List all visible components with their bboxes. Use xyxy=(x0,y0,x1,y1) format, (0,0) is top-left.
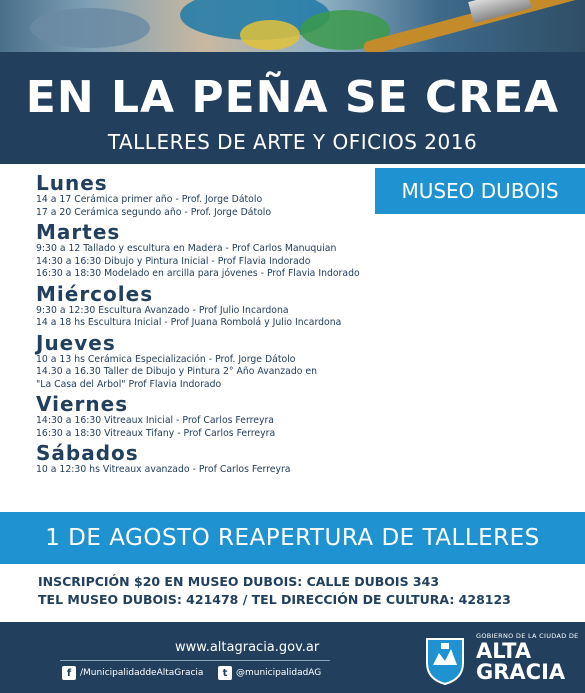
logo-word-gracia: GRACIA xyxy=(476,660,566,684)
website-link[interactable]: www.altagracia.gov.ar xyxy=(175,640,320,655)
schedule-entry: 14 a 18 hs Escultura Inicial - Prof Juana Rombolá y Julio Incardona xyxy=(36,317,342,328)
day-name: Sábados xyxy=(36,441,139,465)
schedule-entry: 9:30 a 12:30 Escultura Avanzado - Prof Julio Incardona xyxy=(36,304,289,316)
day-name: Miércoles xyxy=(36,281,154,306)
schedule-entry: 17 a 20 Cerámica segundo año - Prof. Jorge Dátolo xyxy=(36,206,272,218)
footer-divider xyxy=(60,660,330,661)
workshop-schedule xyxy=(36,172,416,479)
paintbrush-banner-image xyxy=(0,0,585,52)
schedule-entry: 14:30 a 16:30 Dibujo y Pintura Inicial - Prof Flavia Indorado xyxy=(36,255,311,267)
day-block-martes xyxy=(36,221,416,281)
twitter-icon: t xyxy=(218,666,232,680)
reopening-banner: 1 DE AGOSTO REAPERTURA DE TALLERES xyxy=(0,512,585,564)
day-block-jueves xyxy=(36,332,416,392)
phone-line: TEL MUSEO DUBOIS: 421478 / TEL DIRECCIÓN DE CULTURA: 428123 xyxy=(38,592,511,607)
twitter-handle: @municipalidadAG xyxy=(236,668,322,678)
facebook-icon: f xyxy=(62,666,76,680)
logo-word-alta: ALTA xyxy=(476,639,532,663)
registration-info xyxy=(38,573,511,609)
twitter-link[interactable] xyxy=(218,666,321,680)
logo-caption: GOBIERNO DE LA CIUDAD DE xyxy=(476,632,579,640)
day-block-sabados xyxy=(36,442,416,477)
day-name: Jueves xyxy=(36,330,116,355)
day-name: Lunes xyxy=(36,171,108,195)
facebook-link[interactable] xyxy=(62,666,203,680)
schedule-entry: 10 a 13 hs Cerámica Especialización - Prof. Jorge Dátolo xyxy=(36,353,296,365)
schedule-entry: 10 a 12:30 hs Vitreaux avanzado - Prof Carlos Ferreyra xyxy=(36,464,291,475)
registration-line: INSCRIPCIÓN $20 EN MUSEO DUBOIS: CALLE DUBOIS 343 xyxy=(38,574,440,589)
day-block-viernes xyxy=(36,393,416,440)
day-name: Martes xyxy=(36,220,121,244)
schedule-entry: 16:30 a 18:30 Modelado en arcilla para jóvenes - Prof Flavia Indorado xyxy=(36,268,360,279)
schedule-entry: "La Casa del Arbol" Prof Flavia Indorado xyxy=(36,378,222,390)
schedule-entry: 14:30 a 16:30 Vitreaux Inicial - Prof Carlos Ferreyra xyxy=(36,415,275,426)
schedule-entry: 14.30 a 16.30 Taller de Dibujo y Pintura 2° Año Avanzado en xyxy=(36,366,318,377)
schedule-entry: 16:30 a 18:30 Vitreaux Tifany - Prof Carlos Ferreyra xyxy=(36,427,276,439)
facebook-handle: /MunicipalidaddeAltaGracia xyxy=(80,668,204,678)
city-shield-icon xyxy=(425,635,465,685)
schedule-entry: 9:30 a 12 Tallado y escultura en Madera - Prof Carlos Manuquian xyxy=(36,243,337,254)
page-title: EN LA PEÑA SE CREA xyxy=(25,72,560,123)
day-block-miercoles xyxy=(36,283,416,330)
museum-badge: MUSEO DUBOIS xyxy=(375,168,585,214)
page-subtitle: TALLERES DE ARTE Y OFICIOS 2016 xyxy=(107,130,478,154)
alta-gracia-logo xyxy=(420,630,580,690)
day-block-lunes xyxy=(36,172,416,219)
day-name: Viernes xyxy=(36,392,129,416)
schedule-entry: 14 a 17 Cerámica primer año - Prof. Jorge Dátolo xyxy=(36,194,263,205)
